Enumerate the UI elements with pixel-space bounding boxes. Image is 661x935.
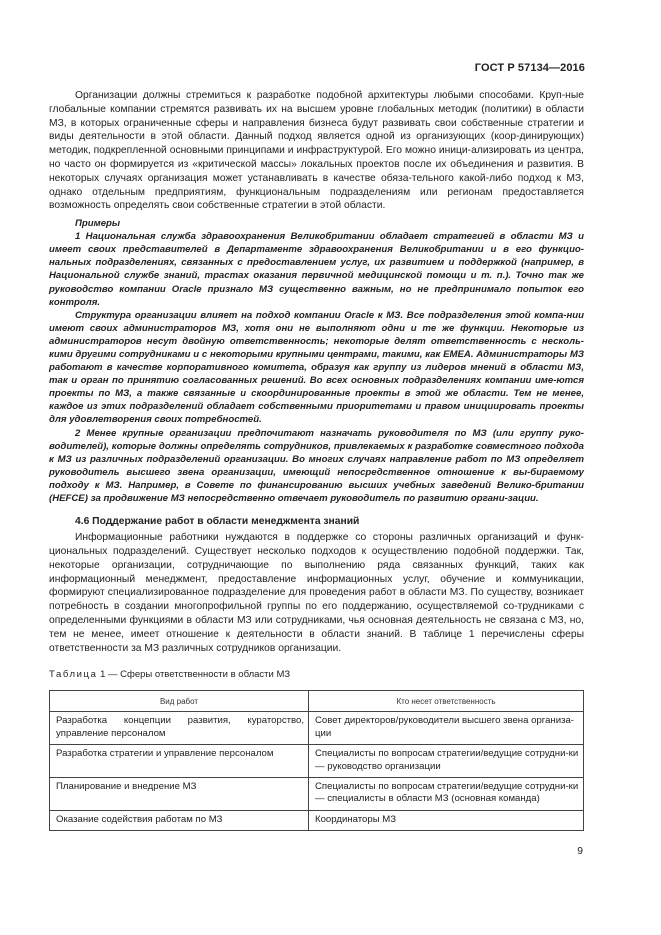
table-cell-responsible: Специалисты по вопросам стратегии/ведущие сотрудни-ки — специалисты в области МЗ (основная команда): [309, 777, 584, 810]
table-caption-label: Таблица: [49, 669, 98, 681]
table-row: [50, 777, 584, 810]
example-2: 2 Менее крупные организации предпочитают назначать руководителя по МЗ (или группу руко-водителей), которые должны определять сотрудников, привлекаемых к разработке совместного подхода к МЗ из различных подразделений организации. Во многих случаях направление работ по МЗ определяет руководитель высшего звена организации, имеющий непосредственное отношение к вы-бираемому подходу к МЗ. Например, в Совете по финансированию высших учебных заведений Велико-британии (HEFCE) за продвижение МЗ непосредственно отвечает руководитель по развитию органи-зации.: [49, 427, 584, 505]
table-caption: [49, 669, 584, 681]
table-header-cell: Кто несет ответственность: [309, 691, 584, 712]
example-oracle-structure: Структура организации влияет на подход компании Oracle к МЗ. Все подразделения этой компа-нии имеют своих администраторов МЗ, хотя они не выполняют одни и те же функции. Некоторые из администраторов несут двойную ответственность; некоторые делят ответственность с несколь-кими другими сотрудниками и с некоторыми крупными центрами, такими, как EMEA. Администраторы МЗ работают в качестве корпоративного комитета, образуя как группу из лидеров мнений в области МЗ, так и орган по принятию согласованных решений. Во всех основных подразделениях компании име-ются проекты по МЗ, а также связанные и скоординированные проекты в этой же области. Тем не менее, каждое из этих подразделений обладает собственными приоритетами и правом инициировать проекты для удовлетворения своих потребностей.: [49, 309, 584, 426]
table-cell-work: Планирование и внедрение МЗ: [50, 777, 309, 810]
table-cell-responsible: Совет директоров/руководители высшего звена организа-ции: [309, 712, 584, 745]
page-number: 9: [577, 846, 583, 857]
table-cell-work: Разработка концепции развития, кураторство, управление персоналом: [50, 712, 309, 745]
table-row: [50, 745, 584, 778]
table-cell-work: Разработка стратегии и управление персоналом: [50, 745, 309, 778]
example-1: 1 Национальная служба здравоохранения Великобритании обладает стратегией в области МЗ и имеет своих представителей в Департаменте здравоохранения Великобритании и в его функцио-нальных подразделениях, связанных с предоставлением услуг, их развитием и поддержкой (например, в Национальной службе знаний, трастах оказания первичной медицинской помощи и т. п.). Точно так же руководство компании Oracle признало МЗ существенно важным, но не предпринимало попыток его контроля.: [49, 231, 584, 308]
examples-heading: Примеры: [75, 218, 121, 230]
table-caption-text: 1 — Сферы ответственности в области МЗ: [100, 669, 291, 681]
paragraph-architecture: Организации должны стремиться к разработке подобной архитектуры любыми способами. Круп-ные глобальные компании стремятся развивать их на высшем уровне глобальных методик (политики) в области МЗ, в которых ограниченные сферы и направления бизнеса будут развивать свои собственные стратегии и виды деятельности в этой области. Данный подход является одной из организующих (коор-динирующих) методик, подкрепленной основными принципами и инфраструктурой. Его можно иници-ализировать из центра, но часто он формируется из «критической массы» локальных проектов после их объединения и развития. В некоторых случаях организация может устанавливать в качестве обяза-тельного какой-либо подход к МЗ, однако отдельным предприятиям, функциональным подразделениям или регионам предоставляется возможность определять свои собственные стратегии в этой области.: [49, 90, 584, 212]
section-heading: 4.6 Поддержание работ в области менеджмента знаний: [75, 516, 360, 528]
table-row: [50, 712, 584, 745]
responsibility-table: [49, 690, 584, 831]
table-cell-responsible: Координаторы МЗ: [309, 810, 584, 830]
page-content: [49, 89, 584, 831]
table-cell-responsible: Специалисты по вопросам стратегии/ведущие сотрудни-ки — руководство организации: [309, 745, 584, 778]
section-paragraph: Информационные работники нуждаются в поддержке со стороны различных организаций и функ-циональных подразделений. Существует несколько подходов к осуществлению подобной поддержки. Так, некоторые организации, сотрудничающие по выполнению ряда связанных функций, таких как информационный менеджмент, предоставление информационных услуг, обучение и коммуникации, формируют специализированное подразделение для проведения работ в области МЗ. По существу, возникает потребность в создании многопрофильной группы по его поддержанию, осуществляемой со-трудниками с определенными функциями в области МЗ или сотрудниками, чья основная деятельность не связана с МЗ, но, тем не менее, имеет отношение к деятельности в области знаний. В таблице 1 перечислены сферы ответственности за МЗ различных сотрудников организации.: [49, 532, 584, 654]
document-standard-id: ГОСТ Р 57134—2016: [474, 62, 585, 74]
table-row: [50, 810, 584, 830]
table-header-row: [50, 691, 584, 712]
table-header-cell: Вид работ: [50, 691, 309, 712]
table-cell-work: Оказание содействия работам по МЗ: [50, 810, 309, 830]
